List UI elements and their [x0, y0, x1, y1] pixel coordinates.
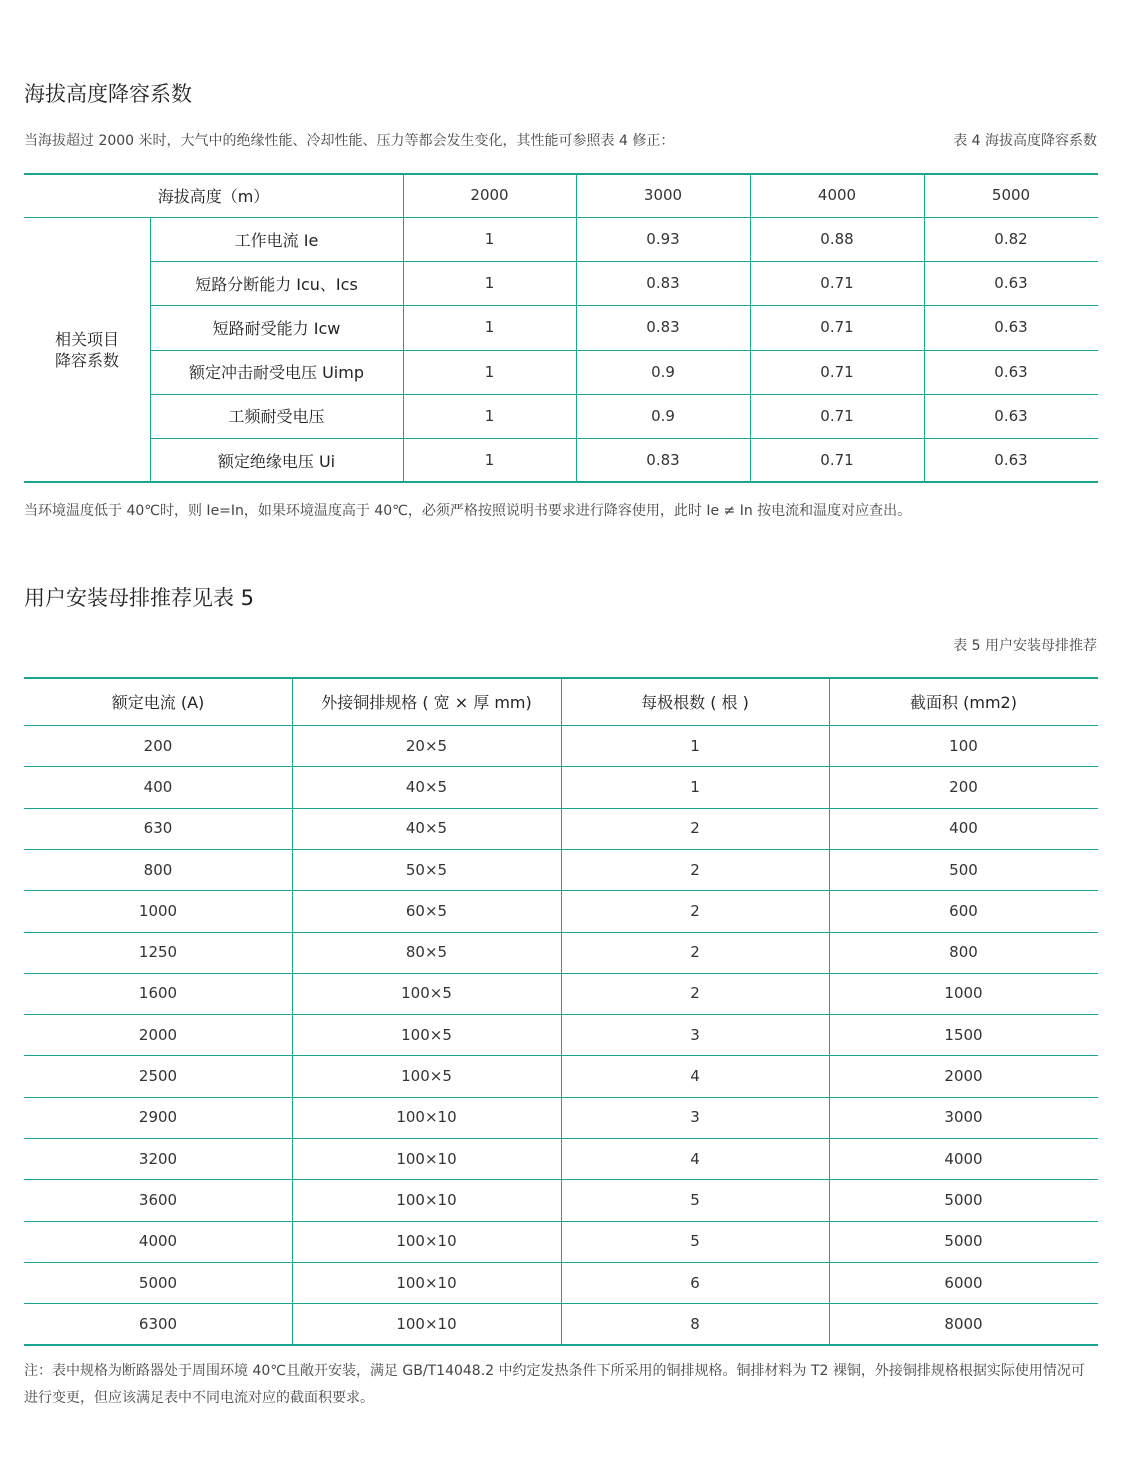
- table5-cell: 800: [143, 860, 173, 879]
- table4-cell: 0.9: [651, 362, 675, 381]
- table5-cell: 6000: [944, 1273, 983, 1292]
- table5-cell: 100×10: [396, 1149, 457, 1168]
- table4-cell: 0.93: [646, 230, 680, 249]
- table5-cell: 1500: [944, 1025, 983, 1044]
- section1-note: 当环境温度低于 40℃时，则 Ie=In，如果环境温度高于 40℃，必须严格按照说明书要求进行降容使用，此时 Ie ≠ In 按电流和温度对应查出。: [24, 503, 912, 519]
- table5-header-cell: 截面积 (mm2): [910, 692, 1017, 712]
- table5-cell: 3600: [138, 1190, 178, 1209]
- section2-note: 注：表中规格为断路器处于周围环境 40℃且敞开安装，满足 GB/T14048.2 中约定发热条件下所采用的铜排规格。铜排材料为 T2 裸铜，外接铜排规格根据实际使用情况可进行变更，但应该满足表中不同电流对应的截面积要求。: [24, 1363, 1085, 1406]
- table4-cell: 0.63: [994, 406, 1028, 425]
- table5-cell: 100×10: [396, 1314, 457, 1333]
- table4-cell: 0.63: [994, 451, 1028, 470]
- table5-cell: 2: [690, 901, 700, 920]
- table5-cell: 5000: [138, 1273, 178, 1292]
- table5-cell: 20×5: [405, 736, 448, 755]
- table4-cell: 0.9: [651, 406, 675, 425]
- table5-cell: 100×10: [396, 1190, 457, 1209]
- table4-row-label: 短路分断能力 Icu、Ics: [195, 274, 358, 294]
- table5-cell: 2000: [944, 1067, 983, 1086]
- table4-caption: 表 4 海拔高度降容系数: [953, 133, 1097, 149]
- table4-cell: 0.71: [820, 318, 854, 337]
- table5-cell: 4000: [138, 1232, 178, 1251]
- table4-cell: 1: [484, 362, 495, 381]
- table5-cell: 40×5: [405, 819, 448, 838]
- table4-cell: 0.63: [994, 274, 1028, 293]
- table4-row-label: 工作电流 Ie: [234, 230, 319, 250]
- section2-title: 用户安装母排推荐见表 5: [24, 586, 255, 610]
- table5-cell: 630: [143, 819, 173, 838]
- table4-cell: 0.83: [646, 451, 680, 470]
- table5-cell: 4000: [944, 1149, 983, 1168]
- table5-cell: 100: [949, 736, 978, 755]
- table5-cell: 5000: [944, 1232, 983, 1251]
- table5-cell: 200: [949, 777, 978, 796]
- table4-cell: 0.82: [994, 230, 1028, 249]
- table5-cell: 50×5: [405, 860, 448, 879]
- table5-cell: 400: [949, 819, 978, 838]
- table4-header-cell: 3000: [643, 186, 683, 204]
- table4-cell: 0.71: [820, 362, 854, 381]
- table4-row-label: 额定绝缘电压 Ui: [217, 451, 336, 471]
- table4-row-label: 额定冲击耐受电压 Uimp: [189, 363, 364, 383]
- table4-header-cell: 2000: [470, 186, 509, 204]
- table4-cell: 1: [484, 406, 495, 425]
- table5-cell: 2: [690, 984, 700, 1003]
- table5-cell: 8: [690, 1314, 700, 1333]
- table5-header-cell: 外接铜排规格 ( 宽 × 厚 mm): [321, 692, 532, 712]
- section1-intro: 当海拔超过 2000 米时，大气中的绝缘性能、冷却性能、压力等都会发生变化，其性能可参照表 4 修正：: [24, 133, 675, 149]
- table5-cell: 3000: [944, 1108, 983, 1127]
- table4-cell: 1: [484, 318, 495, 337]
- table5-cell: 3: [690, 1025, 700, 1044]
- table5-cell: 100×5: [401, 1025, 452, 1044]
- table5-cell: 800: [949, 943, 978, 962]
- table5-cell: 600: [949, 901, 978, 920]
- table4-cell: 0.83: [646, 274, 680, 293]
- table5-cell: 100×10: [396, 1108, 457, 1127]
- table5-cell: 200: [143, 736, 173, 755]
- table4-header-altitude: 海拔高度（m）: [157, 186, 270, 206]
- table5-cell: 8000: [944, 1314, 983, 1333]
- table4-cell: 0.83: [646, 318, 680, 337]
- table5-cell: 1000: [138, 901, 178, 920]
- table5-cell: 2500: [138, 1067, 178, 1086]
- table4-cell: 0.63: [994, 362, 1028, 381]
- table5-header-cell: 额定电流 (A): [111, 692, 205, 712]
- table4-cell: 1: [484, 274, 495, 293]
- table4-cell: 0.63: [994, 318, 1028, 337]
- table5-cell: 1000: [944, 984, 983, 1003]
- table4-cell: 1: [484, 230, 495, 249]
- section1-title: 海拔高度降容系数: [24, 82, 192, 106]
- table4-header-cell: 4000: [817, 186, 857, 204]
- table5-cell: 1600: [138, 984, 178, 1003]
- table4-header-cell: 5000: [991, 186, 1031, 204]
- table4-row-label: 工频耐受电压: [228, 407, 325, 427]
- table4-group-label: [24, 217, 150, 482]
- table5-cell: 1250: [138, 943, 178, 962]
- table5-cell: 5000: [944, 1190, 983, 1209]
- table4-cell: 0.88: [820, 230, 854, 249]
- table5-cell: 5: [690, 1232, 700, 1251]
- table5-cell: 100×5: [401, 984, 452, 1003]
- table5-caption: 表 5 用户安装母排推荐: [953, 638, 1097, 654]
- table5-cell: 3: [690, 1108, 700, 1127]
- table5-cell: 6300: [138, 1314, 178, 1333]
- table5-cell: 3200: [138, 1149, 178, 1168]
- table5-cell: 4: [690, 1067, 700, 1086]
- table5-cell: 1: [690, 777, 700, 796]
- table5-cell: 4: [690, 1149, 700, 1168]
- table5-header-cell: 每极根数 ( 根 ): [641, 692, 749, 712]
- table5-cell: 100×10: [396, 1273, 457, 1292]
- table5-cell: 2: [690, 819, 700, 838]
- table5-cell: 2: [690, 943, 700, 962]
- table5-cell: 5: [690, 1190, 700, 1209]
- table5-cell: 2000: [138, 1025, 178, 1044]
- table4-cell: 0.71: [820, 451, 854, 470]
- table4-cell: 0.71: [820, 406, 854, 425]
- table5-cell: 60×5: [405, 901, 448, 920]
- table5-cell: 2: [690, 860, 700, 879]
- table4-row-label: 短路耐受能力 Icw: [212, 318, 341, 338]
- table5-cell: 400: [143, 777, 173, 796]
- table5-cell: 100×10: [396, 1232, 457, 1251]
- table4-group-label-text: 相关项目 降容系数: [54, 329, 119, 370]
- table5-cell: 1: [690, 736, 700, 755]
- table5-cell: 500: [949, 860, 978, 879]
- table4-cell: 1: [484, 451, 495, 470]
- table5-cell: 2900: [138, 1108, 178, 1127]
- table5-cell: 80×5: [405, 943, 448, 962]
- table5-cell: 100×5: [401, 1067, 452, 1086]
- table5-cell: 6: [690, 1273, 700, 1292]
- table4-cell: 0.71: [820, 274, 854, 293]
- table5-cell: 40×5: [405, 777, 448, 796]
